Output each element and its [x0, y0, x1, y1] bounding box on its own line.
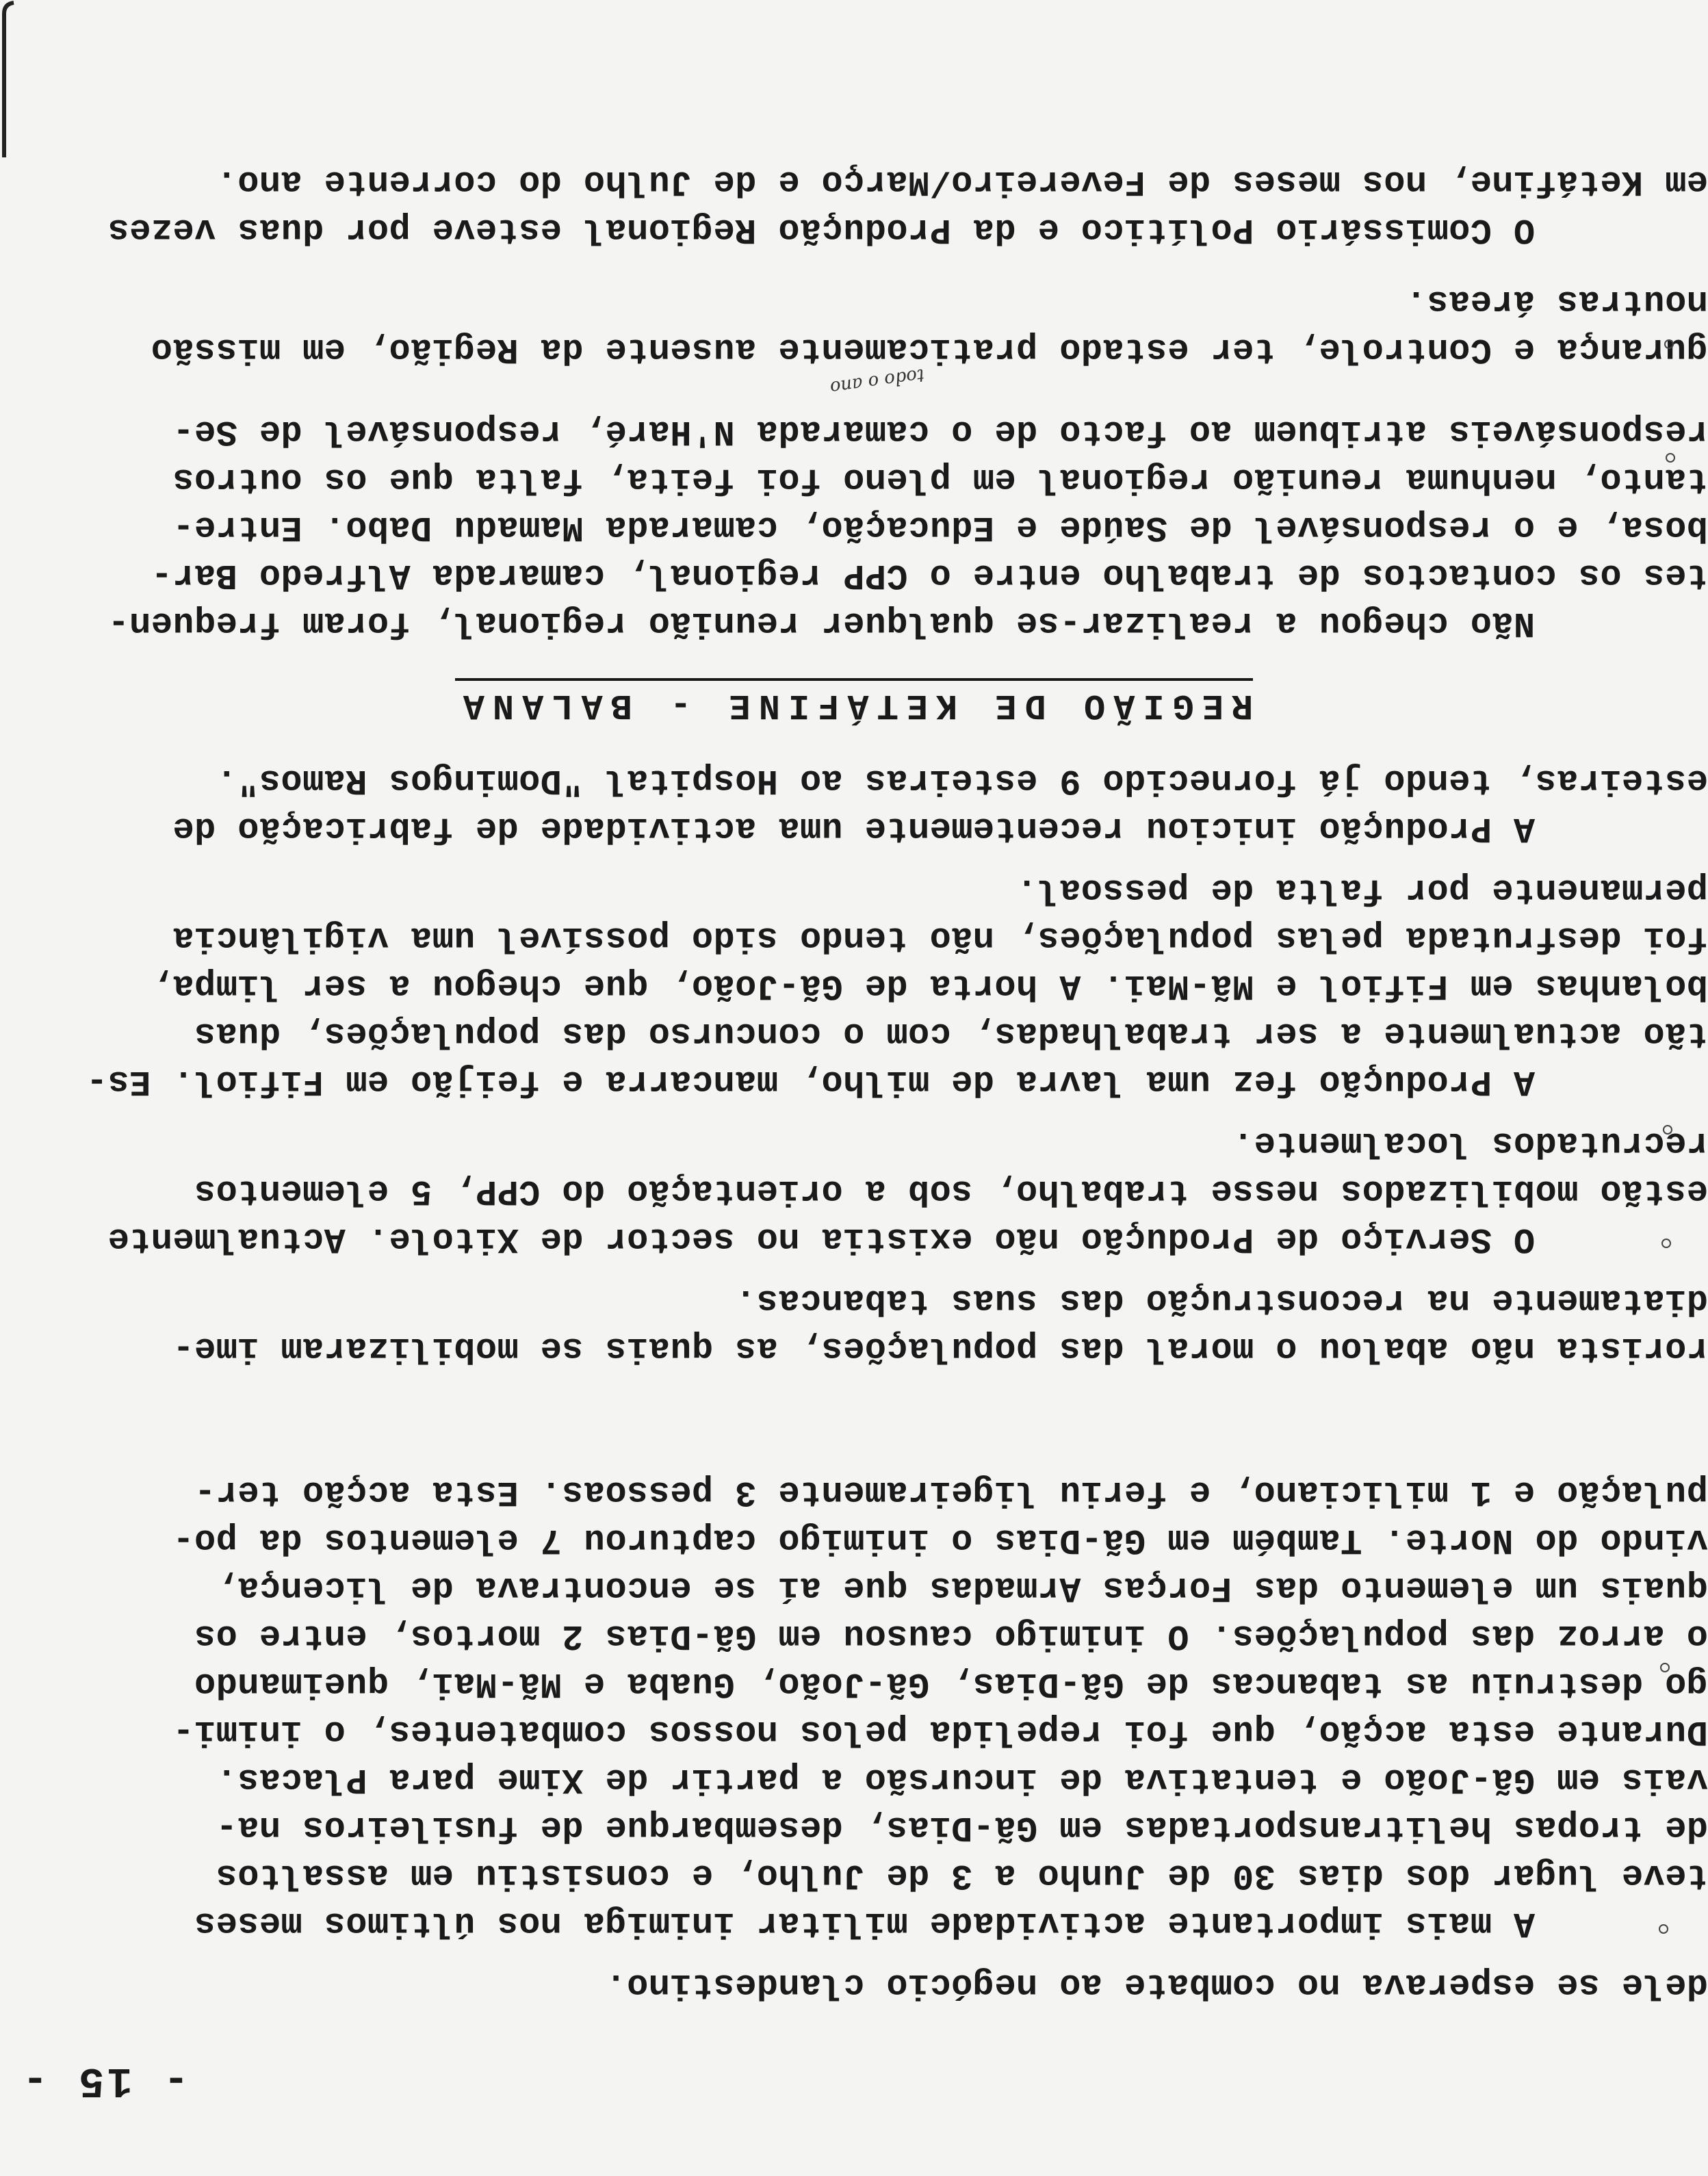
page-number: - 15 -: [19, 2056, 189, 2105]
text-line: Não chegou a realizar-se qualquer reunião regional, foram frequen-: [107, 603, 1708, 643]
text-line: responsáveis atribuem ao facto de o camarada N'Haré, responsável de Se-: [172, 411, 1708, 452]
section-heading-text: REGIÃO DE KETÁFINE - BALANA: [455, 678, 1254, 725]
text-line: bolanhas em Fifiol e Mã-Mai. A horta de Gã-João, que chegou a ser limpa,: [151, 966, 1708, 1006]
text-line: recrutados localmente.: [1232, 1123, 1708, 1163]
text-line: tanto, nenhuma reunião regional em pleno foi feita, falta que os outros: [172, 459, 1708, 500]
text-line: diatamente na reconstrução das suas tabancas.: [734, 1280, 1708, 1321]
text-line: de tropas helitransportadas em Gã-Dias, desembarque de fusileiros na-: [216, 1807, 1708, 1848]
text-line: pulação e 1 miliciano, e feriu ligeiramente 3 pessoas. Esta acção ter-: [194, 1472, 1708, 1512]
text-line: bosa, e o responsável de Saúde e Educação, camarada Mamadu Dabo. Entre-: [172, 507, 1708, 547]
text-line: A Produção iniciou recentemente uma actividade de fabricação de: [172, 808, 1708, 849]
text-line: O Serviço de Produção não existia no sector de Xitole. Actualmente: [107, 1219, 1708, 1259]
text-line: O Comissário Político e da Produção Regional esteve por duas vezes: [107, 209, 1708, 250]
text-line: vindo do Norte. Também em Gã-Dias o inimigo capturou 7 elementos da po-: [172, 1520, 1708, 1560]
text-line: gurança e Controle, ter estado praticamente ausente da Região, em missão: [151, 329, 1708, 370]
text-line: esteiras, tendo já fornecido 9 esteiras ao Hospital "Domingos Ramos".: [216, 760, 1708, 801]
text-line: foi desfrutada pelas populações, não tendo sido possível uma vigilância: [172, 918, 1708, 958]
text-line: tes os contactos de trabalho entre o CPP regional, camarada Alfredo Bar-: [151, 555, 1708, 595]
text-line: A mais importante actividade militar inimiga nos últimos meses: [194, 1903, 1708, 1943]
text-line: noutras áreas.: [1405, 281, 1708, 322]
handwritten-note: todo o ano: [829, 364, 926, 398]
text-line: quais um elemento das Forças Armadas que aí se encontrava de licença,: [216, 1568, 1708, 1608]
text-line: teve lugar dos dias 30 de Junho a 3 de Julho, e consistiu em assaltos: [216, 1855, 1708, 1895]
text-line: permanente por falta de pessoal.: [1015, 870, 1708, 910]
text-line: Durante esta acção, que foi repelida pelos nossos combatentes, o inimi-: [172, 1711, 1708, 1752]
text-line: estão mobilizados nesse trabalho, sob a orientação do CPP, 5 elementos: [194, 1171, 1708, 1211]
text-line: go destruiu as tabancas de Gã-Dias, Gã-João, Guaba e Mã-Mai, queimando: [194, 1663, 1708, 1704]
text-line: em Ketáfine, nos meses de Fevereiro/Março e de Julho do corrente ano.: [216, 161, 1708, 202]
text-line: rorista não abalou o moral das populações, as quais se mobilizaram ime-: [172, 1328, 1708, 1369]
text-line: dele se esperava no combate ao negócio clandestino.: [605, 1965, 1708, 2005]
text-line: A Produção fez uma lavra de milho, mancarra e feijão em Fifiol. Es-: [86, 1061, 1708, 1102]
section-heading: [0, 685, 1708, 725]
text-line: vais em Gã-João e tentativa de incursão a partir de Xime para Placas.: [216, 1759, 1708, 1800]
text-line: o arroz das populações. O inimigo causou em Gã-Dias 2 mortos, entre os: [194, 1616, 1708, 1656]
text-line: tão actualmente a ser trabalhadas, com o concurso das populações, duas: [194, 1013, 1708, 1054]
